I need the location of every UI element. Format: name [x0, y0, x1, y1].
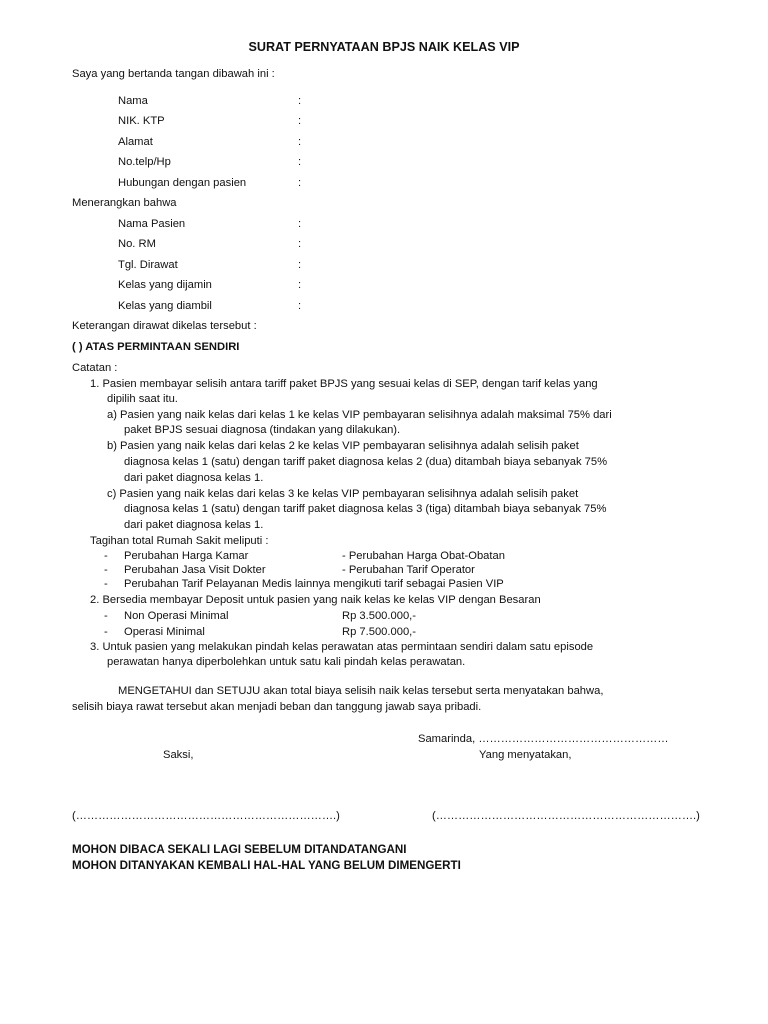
field-label-relation: Hubungan dengan pasien — [118, 177, 247, 189]
field-label-chosen-class: Kelas yang diambil — [118, 300, 212, 312]
field-colon: : — [298, 95, 302, 107]
note-1-line: dipilih saat itu. — [107, 393, 178, 405]
witness-signature-line[interactable]: (…………………………………………………………….) — [72, 810, 340, 822]
field-label-admission-date: Tgl. Dirawat — [118, 259, 178, 271]
note-1b-line: dari paket diagnosa kelas 1. — [124, 472, 264, 484]
document-title: SURAT PERNYATAAN BPJS NAIK KELAS VIP — [248, 40, 520, 54]
bill-item: Perubahan Tarif Pelayanan Medis lainnya mengikuti tarif sebagai Pasien VIP — [124, 578, 504, 590]
place-date[interactable]: Samarinda, …………………………………………… — [418, 733, 669, 745]
field-colon: : — [298, 156, 302, 168]
note-1b-line: diagnosa kelas 1 (satu) dengan tariff paket diagnosa kelas 2 (dua) ditambah biaya sebanyak 75% — [124, 456, 608, 468]
notes-label: Catatan : — [72, 362, 118, 374]
note-1-line: 1. Pasien membayar selisih antara tariff paket BPJS yang sesuai kelas di SEP, dengan tarif kelas yang — [90, 378, 598, 390]
field-colon: : — [298, 218, 302, 230]
note-1c-line: dari paket diagnosa kelas 1. — [124, 519, 264, 531]
field-colon: : — [298, 259, 302, 271]
note-2-line: 2. Bersedia membayar Deposit untuk pasien yang naik kelas ke kelas VIP dengan Besaran — [90, 594, 541, 606]
field-label-nik: NIK. KTP — [118, 115, 165, 127]
field-colon: : — [298, 136, 302, 148]
field-label-phone: No.telp/Hp — [118, 156, 171, 168]
deposit-label: Non Operasi Minimal — [124, 610, 229, 622]
field-label-name: Nama — [118, 95, 148, 107]
witness-label: Saksi, — [163, 749, 194, 761]
footer-notice: MOHON DIBACA SEKALI LAGI SEBELUM DITANDATANGANI — [72, 843, 407, 856]
deposit-amount: Rp 3.500.000,- — [342, 610, 417, 622]
note-1a-line: a) Pasien yang naik kelas dari kelas 1 ke kelas VIP pembayaran selisihnya adalah maksimal 75% dari — [107, 409, 612, 421]
field-label-rm-number: No. RM — [118, 238, 156, 250]
field-colon: : — [298, 300, 302, 312]
bill-item: - Perubahan Harga Obat-Obatan — [342, 550, 505, 562]
declarer-label: Yang menyatakan, — [479, 749, 572, 761]
field-colon: : — [298, 115, 302, 127]
bullet-dash: - — [104, 564, 108, 576]
bullet-dash: - — [104, 626, 108, 638]
deposit-label: Operasi Minimal — [124, 626, 205, 638]
field-colon: : — [298, 279, 302, 291]
own-request-checkbox[interactable]: ( ) ATAS PERMINTAAN SENDIRI — [72, 341, 240, 353]
bullet-dash: - — [104, 550, 108, 562]
intro-text: Saya yang bertanda tangan dibawah ini : — [72, 68, 275, 80]
field-colon: : — [298, 177, 302, 189]
bill-item: Perubahan Harga Kamar — [124, 550, 249, 562]
note-1c-line: c) Pasien yang naik kelas dari kelas 3 ke kelas VIP pembayaran selisihnya adalah selisih paket — [107, 488, 579, 500]
statement-line: MENGETAHUI dan SETUJU akan total biaya selisih naik kelas tersebut serta menyatakan bahwa, — [118, 685, 604, 697]
explains-label: Menerangkan bahwa — [72, 197, 177, 209]
field-label-guaranteed-class: Kelas yang dijamin — [118, 279, 212, 291]
note-1a-line: paket BPJS sesuai diagnosa (tindakan yang dilakukan). — [124, 424, 401, 436]
bill-item: - Perubahan Tarif Operator — [342, 564, 475, 576]
bullet-dash: - — [104, 610, 108, 622]
note-1c-line: diagnosa kelas 1 (satu) dengan tariff paket diagnosa kelas 3 (tiga) ditambah biaya sebanyak 75% — [124, 503, 607, 515]
note-1b-line: b) Pasien yang naik kelas dari kelas 2 ke kelas VIP pembayaran selisihnya adalah selisih paket — [107, 440, 579, 452]
field-colon: : — [298, 238, 302, 250]
bill-item: Perubahan Jasa Visit Dokter — [124, 564, 266, 576]
field-label-patient-name: Nama Pasien — [118, 218, 186, 230]
note-3-line: perawatan hanya diperbolehkan untuk satu kali pindah kelas perawatan. — [107, 656, 466, 668]
note-3-line: 3. Untuk pasien yang melakukan pindah kelas perawatan atas permintaan sendiri dalam satu episode — [90, 641, 594, 653]
field-label-address: Alamat — [118, 136, 153, 148]
deposit-amount: Rp 7.500.000,- — [342, 626, 417, 638]
footer-notice: MOHON DITANYAKAN KEMBALI HAL-HAL YANG BELUM DIMENGERTI — [72, 859, 461, 872]
declarer-signature-line[interactable]: (…………………………………………………………….) — [432, 810, 700, 822]
bills-label: Tagihan total Rumah Sakit meliputi : — [90, 535, 269, 547]
bullet-dash: - — [104, 578, 108, 590]
statement-line: selisih biaya rawat tersebut akan menjadi beban dan tanggung jawab saya pribadi. — [72, 701, 482, 713]
reason-label: Keterangan dirawat dikelas tersebut : — [72, 320, 257, 332]
